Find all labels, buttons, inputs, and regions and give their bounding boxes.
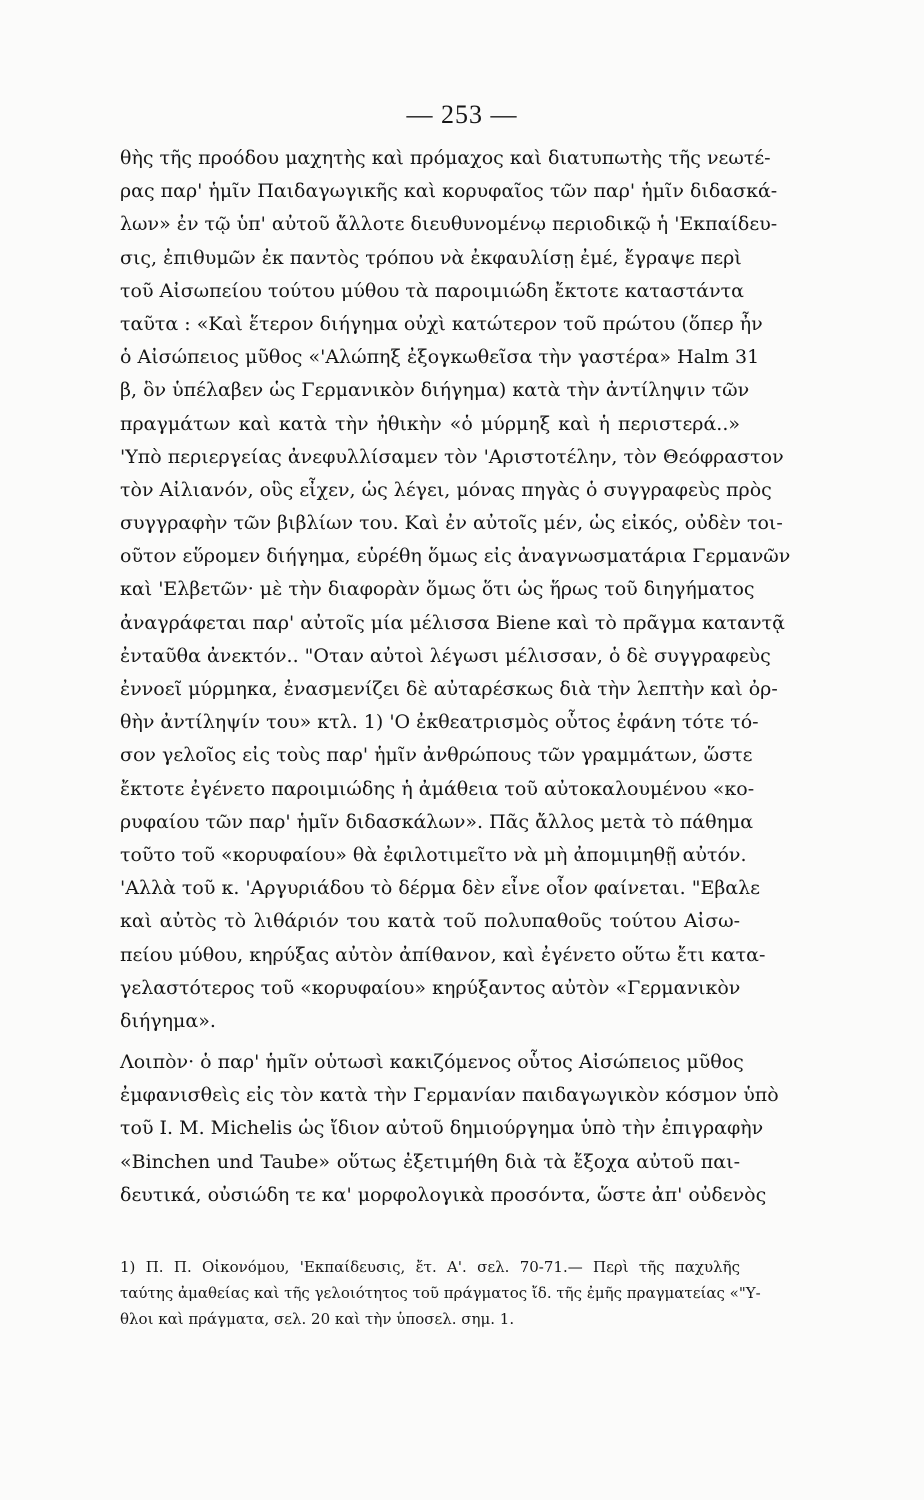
paragraph-gap xyxy=(120,1038,740,1046)
text-line: θὴς τῆς προόδου μαχητὴς καὶ πρόμαχος καὶ διατυπωτὴς τῆς νεωτέ- xyxy=(120,147,771,169)
text-line: καὶ 'Ελβετῶν· μὲ τὴν διαφορὰν ὅμως ὅτι ὡς ἥρως τοῦ διηγήματος xyxy=(120,578,755,601)
text-line: πείου μύθου, κηρύξας αὐτὸν ἀπίθανον, καὶ ἐγένετο οὕτω ἔτι κατα- xyxy=(120,943,766,966)
text-line: ἔκτοτε ἐγένετο παροιμιώδης ἡ ἀμάθεια τοῦ αὐτοκαλουμένου «κο- xyxy=(120,777,755,800)
text-line: τοῦτο τοῦ «κορυφαίου» θὰ ἐφιλοτιμεῖτο νὰ μὴ ἀπομιμηθῇ αὐτόν. xyxy=(120,843,747,866)
text-line: πραγμάτων καὶ κατὰ τὴν ἠθικὴν «ὁ μύρμηξ καὶ ἡ περιστερά..» xyxy=(120,412,740,435)
text-line: 'Υπὸ περιεργείας ἀνεφυλλίσαμεν τὸν 'Αριστοτέλην, τὸν Θεόφραστον xyxy=(120,445,784,468)
text-line: θὴν ἀντίληψίν του» κτλ. 1) 'Ο ἐκθεατρισμὸς οὗτος ἐφάνη τότε τό- xyxy=(120,711,759,734)
text-line: σις, ἐπιθυμῶν ἐκ παντὸς τρόπου νὰ ἐκφαυλίσῃ ἐμέ, ἔγραψε περὶ xyxy=(120,246,742,269)
text-line: «Binchen und Taube» οὕτως ἐξετιμήθη διὰ τὰ ἔξοχα αὐτοῦ παι- xyxy=(120,1150,740,1173)
text-line: λων» ἐν τῷ ὑπ' αὐτοῦ ἄλλοτε διευθυνομένῳ περιοδικῷ ἡ 'Εκπαίδευ- xyxy=(120,213,778,236)
text-line: τοῦ Ι. Μ. Michelis ὡς ἴδιον αὐτοῦ δημιούργημα ὑπὸ τὴν ἐπιγραφὴν xyxy=(120,1117,764,1140)
footnote-line: θλοι καὶ πράγματα, σελ. 20 καὶ τὴν ὑποσελ. σημ. 1. xyxy=(120,1310,515,1328)
text-line: συγγραφὴν τῶν βιβλίων του. Καὶ ἐν αὐτοῖς μέν, ὡς εἰκός, οὐδὲν τοι- xyxy=(120,512,783,535)
text-line: καὶ αὐτὸς τὸ λιθάριόν του κατὰ τοῦ πολυπαθοῦς τούτου Αἰσω- xyxy=(120,910,740,933)
page-number: — 253 — xyxy=(406,100,518,129)
paragraph xyxy=(120,142,791,1038)
text-line: 'Αλλὰ τοῦ κ. 'Αργυριάδου τὸ δέρμα δὲν εἶνε οἷον φαίνεται. "Εβαλε xyxy=(120,877,761,900)
text-line: διήγημα». xyxy=(120,1009,216,1032)
text-line: ὁ Αἰσώπειος μῦθος «'Αλώπηξ ἐξογκωθεῖσα τὴν γαστέρα» Halm 31 xyxy=(120,346,760,369)
text-line: ἐνταῦθα ἀνεκτόν.. "Οταν αὐτοὶ λέγωσι μέλισσαν, ὁ δὲ συγγραφεὺς xyxy=(120,644,771,667)
text-line: γελαστότερος τοῦ «κορυφαίου» κηρύξαντος αὐτὸν «Γερμανικὸν xyxy=(120,976,741,999)
text-line: ρας παρ' ἡμῖν Παιδαγωγικῆς καὶ κορυφαῖος τῶν παρ' ἡμῖν διδασκά- xyxy=(120,180,778,203)
text-line: ἐμφανισθεὶς εἰς τὸν κατὰ τὴν Γερμανίαν παιδαγωγικὸν κόσμον ὑπὸ xyxy=(120,1084,779,1107)
text-line: σον γελοῖος εἰς τοὺς παρ' ἡμῖν ἀνθρώπους τῶν γραμμάτων, ὥστε xyxy=(120,744,753,767)
text-line: δευτικά, οὐσιώδη τε κα' μορφολογικὰ προσόντα, ὥστε ἀπ' οὐδενὸς xyxy=(120,1183,767,1206)
text-line: τὸν Αἰλιανόν, οὓς εἶχεν, ὡς λέγει, μόνας πηγὰς ὁ συγγραφεὺς πρὸς xyxy=(120,478,772,501)
text-line: β, ὃν ὑπέλαβεν ὡς Γερμανικὸν διήγημα) κατὰ τὴν ἀντίληψιν τῶν xyxy=(120,379,750,402)
text-line: ταῦτα : «Καὶ ἕτερον διήγημα οὐχὶ κατώτερον τοῦ πρώτου (ὅπερ ἦν xyxy=(120,312,763,335)
footnote xyxy=(120,1254,761,1332)
text-line: ρυφαίου τῶν παρ' ἡμῖν διδασκάλων». Πᾶς ἄλλος μετὰ τὸ πάθημα xyxy=(120,810,754,833)
body-text xyxy=(120,142,791,1212)
paragraph xyxy=(120,1046,779,1212)
footnote-line: 1) Π. Π. Οἰκονόμου, 'Εκπαίδευσις, ἔτ. Α'. σελ. 70-71.— Περὶ τῆς παχυλῆς xyxy=(120,1258,740,1276)
text-line: Λοιπὸν· ὁ παρ' ἡμῖν οὑτωσὶ κακιζόμενος οὗτος Αἰσώπειος μῦθος xyxy=(120,1051,744,1074)
text-line: οῦτον εὕρομεν διήγημα, εὑρέθη ὅμως εἰς ἀναγνωσματάρια Γερμανῶν xyxy=(120,545,791,568)
footnote-line: ταύτης ἀμαθείας καὶ τῆς γελοιότητος τοῦ πράγματος ἴδ. τῆς ἐμῆς πραγματείας «"Υ- xyxy=(120,1284,761,1302)
text-line: ἀναγράφεται παρ' αὐτοῖς μία μέλισσα Biene καὶ τὸ πρᾶγμα καταντᾷ xyxy=(120,611,785,634)
text-line: ἐννοεῖ μύρμηκα, ἐνασμενίζει δὲ αὐταρέσκως διὰ τὴν λεπτὴν καὶ ὀρ- xyxy=(120,678,778,700)
text-line: τοῦ Αἰσωπείου τούτου μύθου τὰ παροιμιώδη ἔκτοτε καταστάντα xyxy=(120,279,744,302)
